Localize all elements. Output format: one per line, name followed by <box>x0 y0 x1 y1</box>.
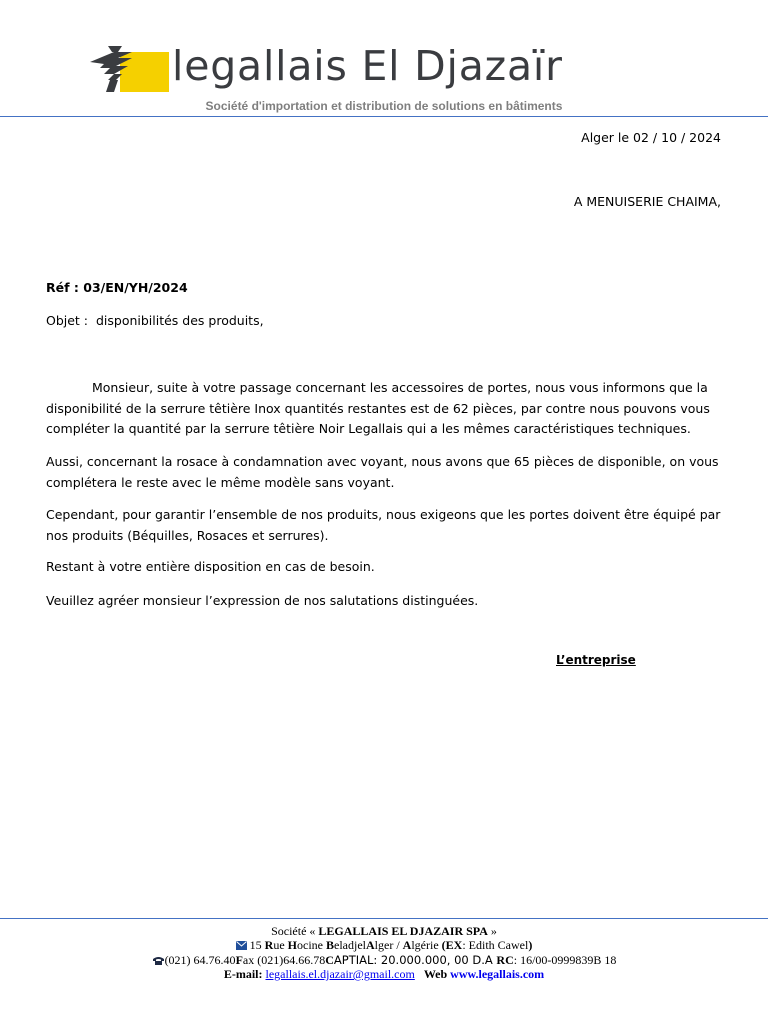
letterhead <box>0 0 768 120</box>
email-link[interactable]: legallais.el.djazair@gmail.com <box>265 966 415 981</box>
paragraph-1: Monsieur, suite à votre passage concernant les accessoires de portes, nous vous informons que la disponibilité de la serrure têtière Inox quantités restantes est de 62 pièces, par contre nous pouvons vous compléter la quantité par la serrure têtière Noir Legallais qui a les mêmes caractéristiques techniques. <box>46 380 710 436</box>
telephone-icon <box>152 956 165 965</box>
footer-fax: ax (021)64.66.78 <box>242 952 326 967</box>
footer-contact-line: (021) 64.76.40Fax (021)64.66.78CAPTIAL: 20.000.000, 00 D.A RC: 16/00-0999839B 18 <box>0 953 768 967</box>
company-name: legallais El Djazaïr <box>172 42 563 90</box>
company-tagline: Société d'importation et distribution de solutions en bâtiments <box>205 99 563 113</box>
header-divider <box>0 116 768 117</box>
letter-date: Alger le 02 / 10 / 2024 <box>581 130 721 145</box>
letter-reference: Réf : 03/EN/YH/2024 <box>46 280 188 295</box>
paragraph-4: Restant à votre entière disposition en cas de besoin. <box>46 559 375 574</box>
paragraph-5: Veuillez agréer monsieur l’expression de nos salutations distinguées. <box>46 593 479 608</box>
footer-rc: : 16/00-0999839B 18 <box>513 952 617 967</box>
footer-email-line: E-mail: legallais.el.djazair@gmail.com Web www.legallais.com <box>223 966 545 981</box>
paragraph-2: Aussi, concernant la rosace à condamnation avec voyant, nous avons que 65 pièces de disponible, on vous complétera le reste avec le même modèle sans voyant. <box>46 454 719 490</box>
legallais-logo-icon <box>88 44 170 94</box>
footer-capital: APTIAL: 20.000.000, 00 D.A <box>333 952 497 967</box>
footer-company-line: Société « LEGALLAIS EL DJAZAIR SPA » <box>271 924 497 938</box>
website-link[interactable]: www.legallais.com <box>450 966 545 981</box>
letter-recipient: A MENUISERIE CHAIMA, <box>573 194 721 209</box>
signature: L’entreprise <box>556 653 636 667</box>
letter-object: Objet : disponibilités des produits, <box>46 313 264 328</box>
footer-divider <box>0 918 768 919</box>
footer-phone: (021) 64.76.40 <box>164 952 236 967</box>
footer <box>0 924 768 981</box>
footer-address-line: 15 Rue Hocine BeladjelAlger / Algérie (EX: Edith Cawel) <box>0 938 768 952</box>
paragraph-3: Cependant, pour garantir l’ensemble de nos produits, nous exigeons que les portes doivent être équipé par nos produits (Béquilles, Rosaces et serrures). <box>46 507 721 543</box>
envelope-icon <box>236 941 247 950</box>
